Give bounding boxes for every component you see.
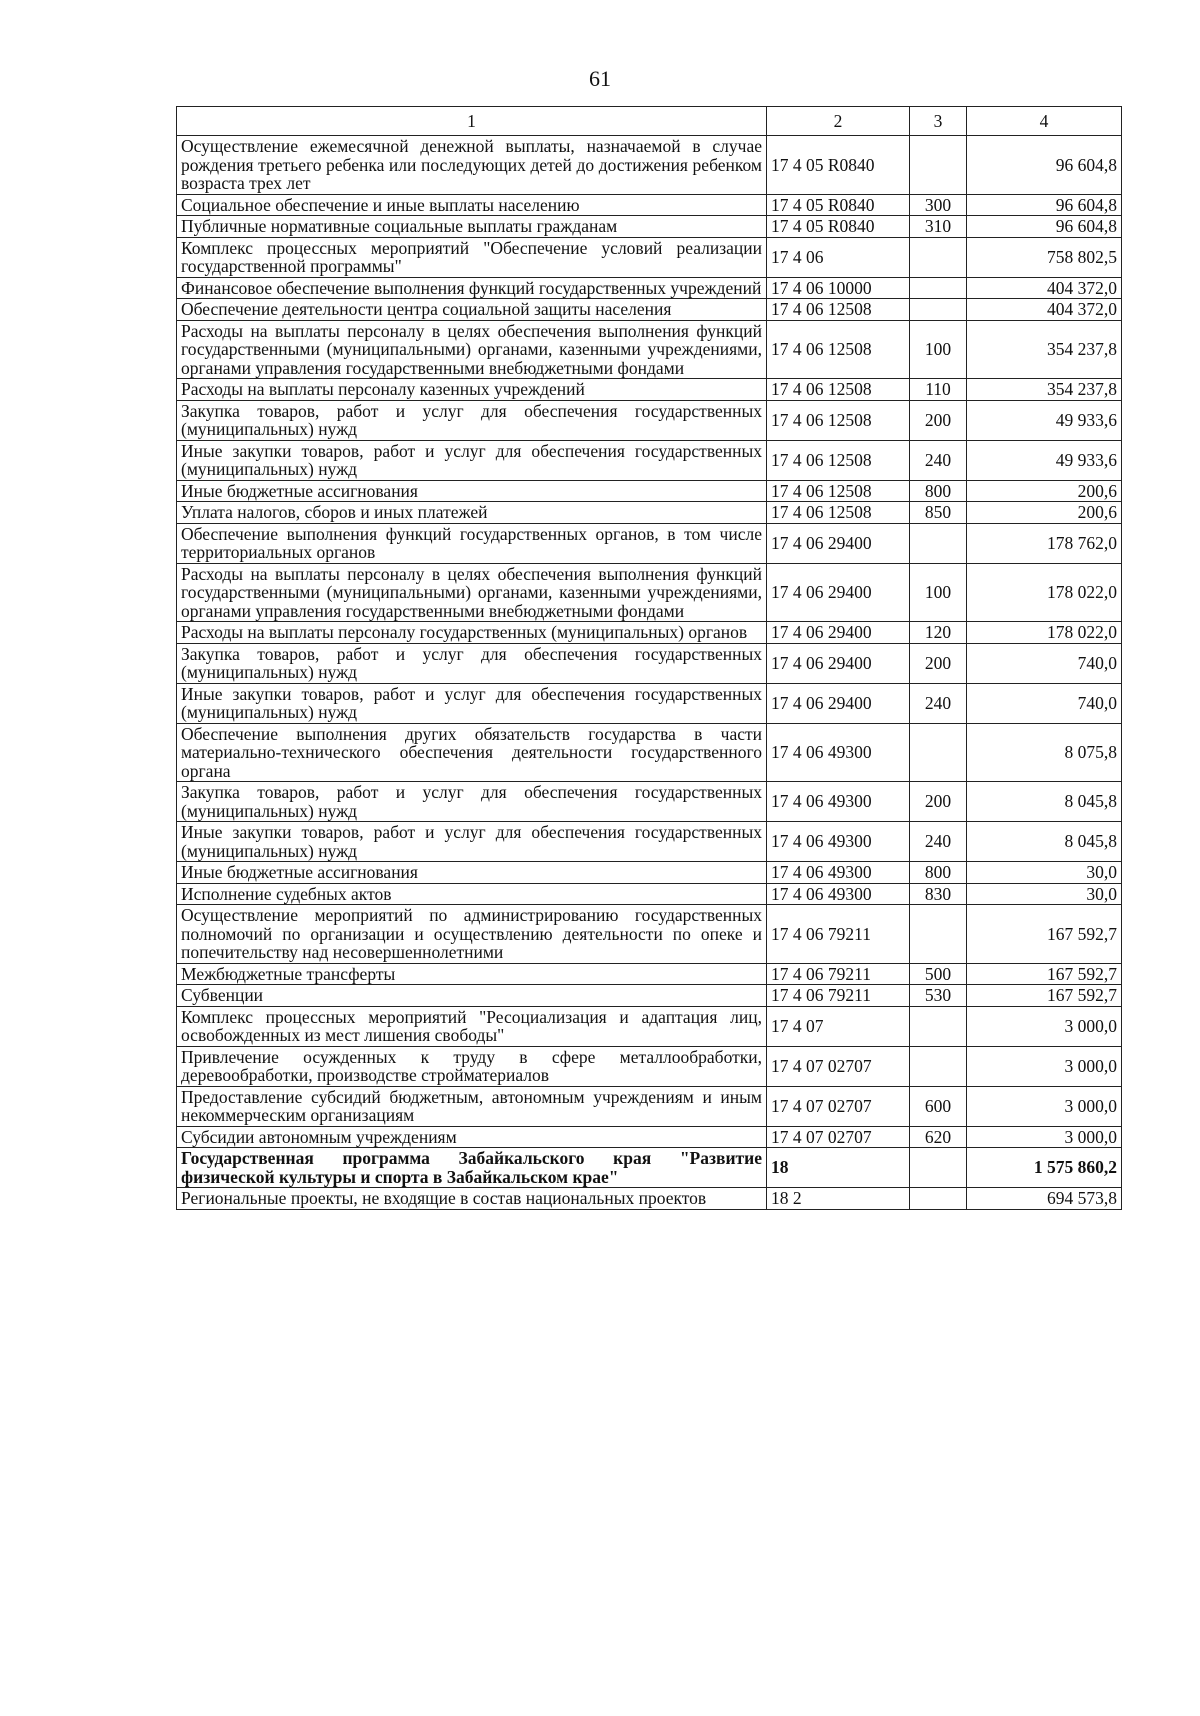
amount-cell: 30,0 <box>967 862 1122 884</box>
program-code-cell: 17 4 06 <box>767 237 910 277</box>
expense-type-cell: 300 <box>910 194 967 216</box>
amount-cell: 200,6 <box>967 480 1122 502</box>
header-col-2: 2 <box>767 107 910 136</box>
program-code-cell: 17 4 05 R0840 <box>767 194 910 216</box>
table-row <box>177 643 1122 683</box>
expense-name-cell: Финансовое обеспечение выполнения функций государственных учреждений <box>177 277 767 299</box>
expense-name-cell: Комплекс процессных мероприятий "Обеспечение условий реализации государственной программы" <box>177 237 767 277</box>
amount-cell: 404 372,0 <box>967 299 1122 321</box>
program-code-cell: 17 4 06 29400 <box>767 643 910 683</box>
expense-type-cell: 850 <box>910 502 967 524</box>
program-code-cell: 17 4 06 29400 <box>767 523 910 563</box>
amount-cell: 49 933,6 <box>967 400 1122 440</box>
program-code-cell: 17 4 06 12508 <box>767 480 910 502</box>
table-row <box>177 1046 1122 1086</box>
program-code-cell: 17 4 06 29400 <box>767 683 910 723</box>
program-code-cell: 17 4 06 12508 <box>767 299 910 321</box>
expense-type-cell: 240 <box>910 440 967 480</box>
table-row <box>177 723 1122 782</box>
amount-cell: 96 604,8 <box>967 216 1122 238</box>
program-code-cell: 17 4 06 49300 <box>767 883 910 905</box>
program-code-cell: 17 4 06 12508 <box>767 440 910 480</box>
expense-type-cell <box>910 1188 967 1210</box>
header-col-4: 4 <box>967 107 1122 136</box>
expense-name-cell: Уплата налогов, сборов и иных платежей <box>177 502 767 524</box>
amount-cell: 3 000,0 <box>967 1086 1122 1126</box>
amount-cell: 167 592,7 <box>967 985 1122 1007</box>
table-row <box>177 480 1122 502</box>
expense-name-cell: Региональные проекты, не входящие в состав национальных проектов <box>177 1188 767 1210</box>
amount-cell: 354 237,8 <box>967 379 1122 401</box>
expense-name-cell: Иные закупки товаров, работ и услуг для обеспечения государственных (муниципальных) нужд <box>177 683 767 723</box>
expense-type-cell: 800 <box>910 480 967 502</box>
expense-type-cell: 310 <box>910 216 967 238</box>
expense-type-cell <box>910 723 967 782</box>
expense-name-cell: Расходы на выплаты персоналу государственных (муниципальных) органов <box>177 622 767 644</box>
table-row <box>177 400 1122 440</box>
table-row <box>177 277 1122 299</box>
program-code-cell: 17 4 07 02707 <box>767 1086 910 1126</box>
program-code-cell: 17 4 07 02707 <box>767 1126 910 1148</box>
table-row <box>177 216 1122 238</box>
expense-type-cell: 500 <box>910 963 967 985</box>
table-row <box>177 622 1122 644</box>
expense-type-cell <box>910 136 967 195</box>
program-code-cell: 17 4 06 49300 <box>767 822 910 862</box>
table-row <box>177 1086 1122 1126</box>
table-row <box>177 379 1122 401</box>
amount-cell: 8 045,8 <box>967 782 1122 822</box>
table-row <box>177 563 1122 622</box>
program-code-cell: 17 4 06 10000 <box>767 277 910 299</box>
expense-name-cell: Закупка товаров, работ и услуг для обеспечения государственных (муниципальных) нужд <box>177 782 767 822</box>
table-row <box>177 440 1122 480</box>
expense-type-cell <box>910 1148 967 1188</box>
program-code-cell: 17 4 06 49300 <box>767 862 910 884</box>
table-row <box>177 1006 1122 1046</box>
amount-cell: 49 933,6 <box>967 440 1122 480</box>
expense-type-cell: 240 <box>910 822 967 862</box>
expense-type-cell: 620 <box>910 1126 967 1148</box>
table-header-row <box>177 107 1122 136</box>
amount-cell: 8 075,8 <box>967 723 1122 782</box>
program-code-cell: 17 4 06 29400 <box>767 563 910 622</box>
amount-cell: 3 000,0 <box>967 1046 1122 1086</box>
program-code-cell: 18 <box>767 1148 910 1188</box>
amount-cell: 8 045,8 <box>967 822 1122 862</box>
amount-cell: 3 000,0 <box>967 1006 1122 1046</box>
expense-type-cell <box>910 1046 967 1086</box>
page-number: 61 <box>589 66 611 91</box>
expense-type-cell: 120 <box>910 622 967 644</box>
expense-name-cell: Государственная программа Забайкальского края "Развитие физической культуры и спорта в Забайкальском крае" <box>177 1148 767 1188</box>
program-code-cell: 17 4 06 79211 <box>767 905 910 964</box>
program-code-cell: 17 4 06 12508 <box>767 379 910 401</box>
expense-name-cell: Иные закупки товаров, работ и услуг для обеспечения государственных (муниципальных) нужд <box>177 440 767 480</box>
program-code-cell: 17 4 06 49300 <box>767 723 910 782</box>
expense-type-cell: 100 <box>910 563 967 622</box>
amount-cell: 354 237,8 <box>967 320 1122 379</box>
table-row <box>177 1188 1122 1210</box>
expense-name-cell: Обеспечение выполнения функций государственных органов, в том числе территориальных органов <box>177 523 767 563</box>
table-row <box>177 683 1122 723</box>
program-code-cell: 17 4 07 02707 <box>767 1046 910 1086</box>
program-code-cell: 17 4 06 12508 <box>767 320 910 379</box>
amount-cell: 740,0 <box>967 643 1122 683</box>
expense-name-cell: Осуществление ежемесячной денежной выплаты, назначаемой в случае рождения третьего ребенка или последующих детей до достижения ребенком возраста трех лет <box>177 136 767 195</box>
expense-type-cell: 830 <box>910 883 967 905</box>
expense-type-cell <box>910 277 967 299</box>
expense-name-cell: Социальное обеспечение и иные выплаты населению <box>177 194 767 216</box>
table-row <box>177 822 1122 862</box>
amount-cell: 3 000,0 <box>967 1126 1122 1148</box>
expense-type-cell: 240 <box>910 683 967 723</box>
expense-type-cell: 200 <box>910 400 967 440</box>
budget-table <box>176 106 1122 1210</box>
table-row <box>177 905 1122 964</box>
expense-name-cell: Обеспечение выполнения других обязательств государства в части материально-технического обеспечения деятельности государственного органа <box>177 723 767 782</box>
program-code-cell: 18 2 <box>767 1188 910 1210</box>
expense-name-cell: Субсидии автономным учреждениям <box>177 1126 767 1148</box>
table-row <box>177 502 1122 524</box>
expense-type-cell: 200 <box>910 782 967 822</box>
header-col-1: 1 <box>177 107 767 136</box>
expense-type-cell: 110 <box>910 379 967 401</box>
table-row <box>177 1148 1122 1188</box>
table-row <box>177 883 1122 905</box>
table-row <box>177 136 1122 195</box>
table-row <box>177 523 1122 563</box>
amount-cell: 167 592,7 <box>967 963 1122 985</box>
amount-cell: 178 762,0 <box>967 523 1122 563</box>
amount-cell: 30,0 <box>967 883 1122 905</box>
expense-name-cell: Исполнение судебных актов <box>177 883 767 905</box>
table-row <box>177 782 1122 822</box>
amount-cell: 178 022,0 <box>967 622 1122 644</box>
table-row <box>177 320 1122 379</box>
amount-cell: 178 022,0 <box>967 563 1122 622</box>
table-row <box>177 963 1122 985</box>
amount-cell: 96 604,8 <box>967 136 1122 195</box>
expense-name-cell: Публичные нормативные социальные выплаты гражданам <box>177 216 767 238</box>
program-code-cell: 17 4 06 49300 <box>767 782 910 822</box>
program-code-cell: 17 4 06 29400 <box>767 622 910 644</box>
table-body <box>177 136 1122 1210</box>
amount-cell: 758 802,5 <box>967 237 1122 277</box>
expense-name-cell: Обеспечение деятельности центра социальной защиты населения <box>177 299 767 321</box>
program-code-cell: 17 4 05 R0840 <box>767 136 910 195</box>
expense-name-cell: Иные бюджетные ассигнования <box>177 862 767 884</box>
program-code-cell: 17 4 06 12508 <box>767 502 910 524</box>
expense-type-cell <box>910 1006 967 1046</box>
amount-cell: 200,6 <box>967 502 1122 524</box>
header-col-3: 3 <box>910 107 967 136</box>
table-row <box>177 194 1122 216</box>
expense-type-cell <box>910 523 967 563</box>
expense-name-cell: Осуществление мероприятий по администрированию государственных полномочий по организации и осуществлению деятельности по опеке и попечительству над несовершеннолетними <box>177 905 767 964</box>
expense-name-cell: Комплекс процессных мероприятий "Ресоциализация и адаптация лиц, освобожденных из мест лишения свободы" <box>177 1006 767 1046</box>
expense-type-cell <box>910 299 967 321</box>
amount-cell: 404 372,0 <box>967 277 1122 299</box>
amount-cell: 740,0 <box>967 683 1122 723</box>
expense-name-cell: Закупка товаров, работ и услуг для обеспечения государственных (муниципальных) нужд <box>177 400 767 440</box>
expense-type-cell <box>910 237 967 277</box>
expense-type-cell: 600 <box>910 1086 967 1126</box>
table-row <box>177 299 1122 321</box>
expense-name-cell: Расходы на выплаты персоналу в целях обеспечения выполнения функций государственными (муниципальными) органами, казенными учреждениями, органами управления государственными внебюджетными фондами <box>177 320 767 379</box>
expense-name-cell: Закупка товаров, работ и услуг для обеспечения государственных (муниципальных) нужд <box>177 643 767 683</box>
expense-name-cell: Привлечение осужденных к труду в сфере металлообработки, деревообработки, производстве стройматериалов <box>177 1046 767 1086</box>
expense-name-cell: Межбюджетные трансферты <box>177 963 767 985</box>
amount-cell: 167 592,7 <box>967 905 1122 964</box>
amount-cell: 694 573,8 <box>967 1188 1122 1210</box>
expense-name-cell: Субвенции <box>177 985 767 1007</box>
expense-type-cell <box>910 905 967 964</box>
amount-cell: 1 575 860,2 <box>967 1148 1122 1188</box>
expense-name-cell: Расходы на выплаты персоналу казенных учреждений <box>177 379 767 401</box>
amount-cell: 96 604,8 <box>967 194 1122 216</box>
expense-type-cell: 530 <box>910 985 967 1007</box>
program-code-cell: 17 4 07 <box>767 1006 910 1046</box>
expense-name-cell: Расходы на выплаты персоналу в целях обеспечения выполнения функций государственными (муниципальными) органами, казенными учреждениями, органами управления государственными внебюджетными фондами <box>177 563 767 622</box>
table-row <box>177 237 1122 277</box>
expense-type-cell: 200 <box>910 643 967 683</box>
expense-name-cell: Иные закупки товаров, работ и услуг для обеспечения государственных (муниципальных) нужд <box>177 822 767 862</box>
program-code-cell: 17 4 06 79211 <box>767 963 910 985</box>
program-code-cell: 17 4 06 12508 <box>767 400 910 440</box>
table-row <box>177 1126 1122 1148</box>
program-code-cell: 17 4 05 R0840 <box>767 216 910 238</box>
expense-name-cell: Предоставление субсидий бюджетным, автономным учреждениям и иным некоммерческим организациям <box>177 1086 767 1126</box>
table-row <box>177 862 1122 884</box>
table-row <box>177 985 1122 1007</box>
expense-name-cell: Иные бюджетные ассигнования <box>177 480 767 502</box>
program-code-cell: 17 4 06 79211 <box>767 985 910 1007</box>
expense-type-cell: 100 <box>910 320 967 379</box>
expense-type-cell: 800 <box>910 862 967 884</box>
